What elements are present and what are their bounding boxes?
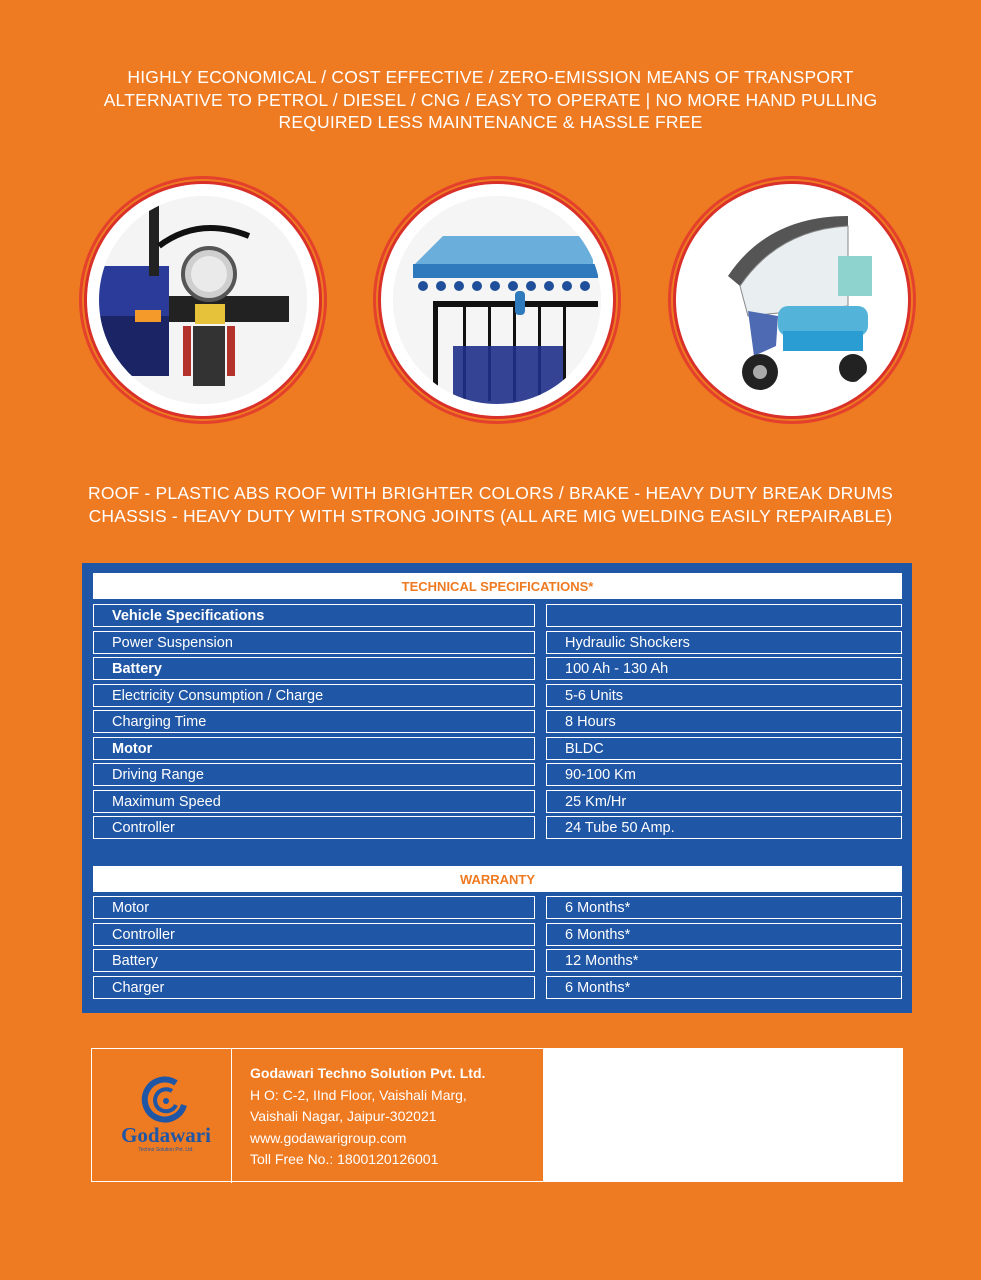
spec-label: Electricity Consumption / Charge bbox=[93, 684, 535, 707]
spec-label: Driving Range bbox=[93, 763, 535, 786]
spec-value: 90-100 Km bbox=[546, 763, 902, 786]
features-line-2: CHASSIS - HEAVY DUTY WITH STRONG JOINTS (ALL ARE MIG WELDING EASILY REPAIRABLE) bbox=[88, 506, 893, 526]
blank-panel bbox=[544, 1048, 903, 1182]
roof-illustration bbox=[393, 196, 601, 404]
spec-panel bbox=[82, 563, 912, 1013]
warranty-title: WARRANTY bbox=[93, 866, 902, 892]
address-line-1: H O: C-2, IInd Floor, Vaishali Marg, bbox=[250, 1086, 467, 1103]
spec-row bbox=[93, 657, 902, 681]
spec-row bbox=[93, 816, 902, 840]
spec-value: 25 Km/Hr bbox=[546, 790, 902, 813]
logo-wordmark: Godawari bbox=[121, 1123, 211, 1147]
logo-mark-icon bbox=[106, 1075, 226, 1125]
warranty-value: 12 Months* bbox=[546, 949, 902, 972]
contact-panel bbox=[91, 1048, 544, 1182]
spec-row bbox=[93, 604, 902, 628]
logo-subtitle: Techno Solution Pvt. Ltd. bbox=[138, 1147, 194, 1153]
spec-label: Controller bbox=[93, 816, 535, 839]
warranty-row bbox=[93, 896, 902, 920]
spec-row bbox=[93, 737, 902, 761]
warranty-value: 6 Months* bbox=[546, 976, 902, 999]
warranty-row bbox=[93, 976, 902, 1000]
footer-contact bbox=[91, 1048, 903, 1182]
warranty-value: 6 Months* bbox=[546, 896, 902, 919]
website-link[interactable]: www.godawarigroup.com bbox=[250, 1129, 407, 1146]
spec-row bbox=[93, 684, 902, 708]
rickshaw-illustration bbox=[688, 196, 896, 404]
photo-rickshaw bbox=[676, 184, 908, 416]
spec-label: Battery bbox=[93, 657, 535, 680]
warranty-label: Controller bbox=[93, 923, 535, 946]
headlight-illustration bbox=[99, 196, 307, 404]
spec-label: Charging Time bbox=[93, 710, 535, 733]
spec-row bbox=[93, 631, 902, 655]
warranty-label: Charger bbox=[93, 976, 535, 999]
address-line-2: Vaishali Nagar, Jaipur-302021 bbox=[250, 1108, 437, 1124]
spec-value bbox=[546, 604, 902, 627]
tech-spec-title: TECHNICAL SPECIFICATIONS* bbox=[93, 573, 902, 599]
features-text bbox=[0, 482, 981, 528]
company-name: Godawari Techno Solution Pvt. Ltd. bbox=[250, 1065, 486, 1081]
headline-line-1: HIGHLY ECONOMICAL / COST EFFECTIVE / ZERO-EMISSION MEANS OF TRANSPORT bbox=[127, 67, 854, 87]
warranty-value: 6 Months* bbox=[546, 923, 902, 946]
headline-line-3: REQUIRED LESS MAINTENANCE & HASSLE FREE bbox=[278, 112, 703, 132]
spec-label: Vehicle Specifications bbox=[93, 604, 535, 627]
spec-row bbox=[93, 710, 902, 734]
spec-label: Motor bbox=[93, 737, 535, 760]
headline bbox=[0, 66, 981, 134]
spec-value: 5-6 Units bbox=[546, 684, 902, 707]
warranty-row bbox=[93, 949, 902, 973]
spec-value: Hydraulic Shockers bbox=[546, 631, 902, 654]
divider bbox=[231, 1049, 232, 1183]
contact-details bbox=[250, 1063, 485, 1171]
spec-value: BLDC bbox=[546, 737, 902, 760]
spec-value: 8 Hours bbox=[546, 710, 902, 733]
warranty-label: Battery bbox=[93, 949, 535, 972]
toll-free-number: Toll Free No.: 1800120126001 bbox=[250, 1151, 439, 1167]
spec-label: Maximum Speed bbox=[93, 790, 535, 813]
features-line-1: ROOF - PLASTIC ABS ROOF WITH BRIGHTER COLORS / BRAKE - HEAVY DUTY BREAK DRUMS bbox=[88, 483, 893, 503]
spec-row bbox=[93, 790, 902, 814]
headline-line-2: ALTERNATIVE TO PETROL / DIESEL / CNG / EASY TO OPERATE | NO MORE HAND PULLING bbox=[103, 89, 878, 110]
photo-roof bbox=[381, 184, 613, 416]
spec-value: 100 Ah - 130 Ah bbox=[546, 657, 902, 680]
spec-label: Power Suspension bbox=[93, 631, 535, 654]
warranty-label: Motor bbox=[93, 896, 535, 919]
warranty-row bbox=[93, 923, 902, 947]
spec-value: 24 Tube 50 Amp. bbox=[546, 816, 902, 839]
spec-row bbox=[93, 763, 902, 787]
company-logo bbox=[106, 1075, 226, 1159]
photo-headlight bbox=[87, 184, 319, 416]
